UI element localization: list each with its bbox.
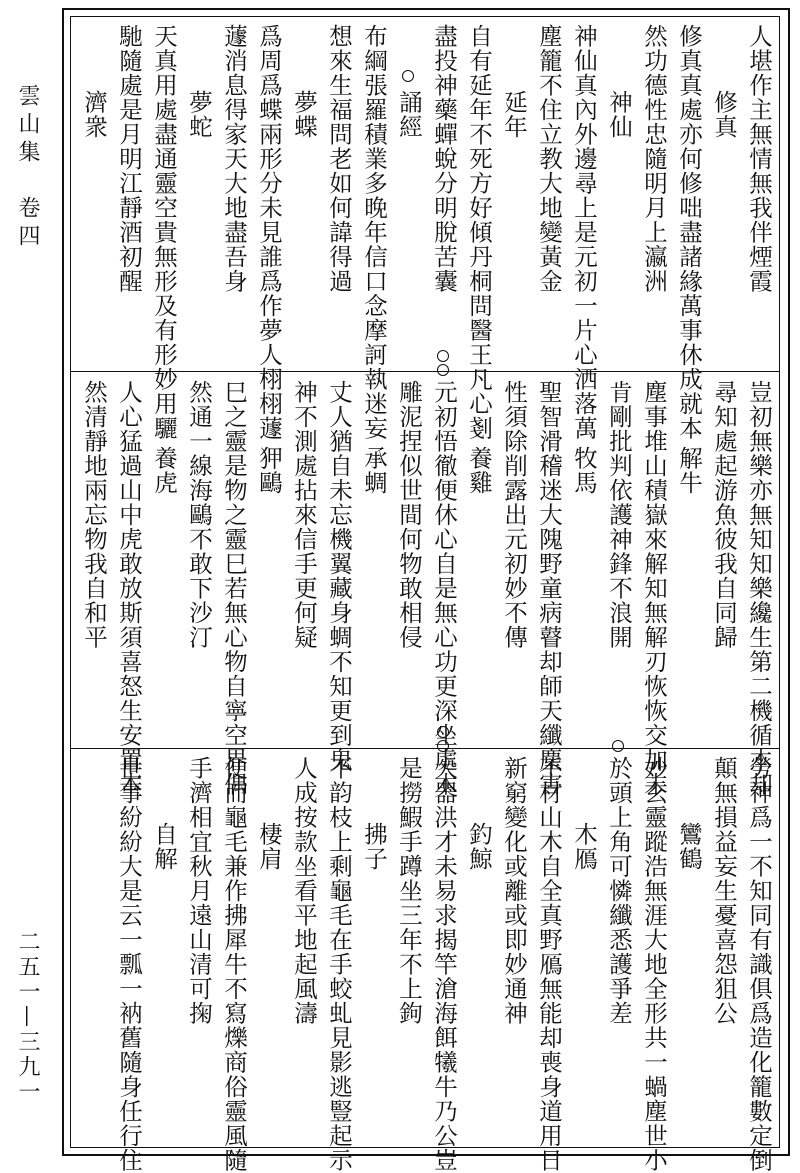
text-column [566,754,601,1144]
text-column [601,378,636,744]
circle-mark [437,364,449,376]
poem-title: 牧馬 [570,446,598,495]
text-column [671,22,706,441]
text-column [181,378,216,744]
poem-title: 木鴈 [570,822,598,871]
poem-line: 爲周爲蝶兩形分未見誰爲作夢人栩栩蘧 [255,24,283,441]
poem-title: 夢蝶 [290,90,318,139]
poem-line: 不韵枝上剩龜毛在手蛟虬見影逃豎起示 [325,756,353,1173]
text-column [741,754,776,1173]
poem-line: 聖智滑稽迷大隗野童病瞽却師天纖塵害 [535,380,563,797]
poem-line: 手濟相宜秋月遠山清可掬 [185,756,213,1026]
circle-mark [437,740,449,752]
band-divider-lower [70,748,780,749]
poem-line: 想來生福問老如何諱得過 [325,24,353,294]
poem-line: 於頭上角可憐纖悉護爭差 [605,756,633,1026]
text-column [251,754,286,1144]
poem-title: 養虎 [150,446,178,495]
poem-line: 雕泥捏似世間何物敢相侵 [395,380,423,650]
text-column [391,22,426,368]
poem-title: 夢蛇 [185,90,213,139]
poem-line: 自有延年不死方好傾丹桐問醫王凡心剗 [465,24,493,441]
text-column [531,22,566,368]
text-column [181,22,216,368]
text-column [566,378,601,744]
text-column [636,378,671,797]
text-column [286,378,321,744]
poem-title: 修真 [710,90,738,139]
text-column [426,378,461,797]
text-column [636,754,671,1173]
text-column [706,378,741,744]
poem-line: 丈人猶自未忘機翼藏身蜩不知更到鬼 [325,380,353,772]
poem-title: 釣鯨 [465,822,493,871]
text-column [391,378,426,744]
poem-line: 神不測處拈來信手更何疑 [290,380,318,650]
poem-line: 元初悟徹便休心自是無心功更深坐處木 [430,380,458,797]
text-column [601,22,636,368]
margin-book-title: 雲山集 卷四 [15,84,40,252]
text-column [461,378,496,744]
text-column [706,22,741,368]
poem-line: 馳隨處是月明江靜酒初醒 [115,24,143,294]
text-column [146,378,181,744]
poem-line: 布綱張羅積業多晚年信口念摩訶執迷妄 [360,24,388,441]
text-column [321,378,356,772]
text-column [461,22,496,441]
text-column [566,22,601,441]
poem-line: 妙玄靈蹤浩無涯大地全形共一蝸塵世小 [640,756,668,1173]
text-column [321,754,356,1173]
text-column [391,754,426,1144]
poem-line: 塵籠不住立教大地變黃金 [535,24,563,294]
text-column [111,754,146,1173]
poem-title: 解牛 [675,446,703,495]
poem-line: 塵事堆山積嶽來解知無解刃恢恢交加末 [640,380,668,797]
text-column [426,754,461,1173]
text-column [496,378,531,744]
poem-line: 是撈鰕手蹲坐三年不上鉤 [395,756,423,1026]
text-column [76,378,111,744]
poem-line: 豈初無樂亦無知知樂纔生第二機循本却 [745,380,773,797]
poem-title: 承蜩 [360,446,388,495]
text-column [496,754,531,1144]
poem-line: 然清靜地兩忘物我自和平 [80,380,108,650]
circle-mark [437,350,449,362]
poem-line: 顛無損益妄生憂喜怨狙公 [710,756,738,1026]
poem-line: 天真用處盡通靈空貴無形及有形妙用驪 [150,24,178,441]
poem-title: 自解 [150,822,178,871]
poem-title: 鸞鶴 [675,822,703,871]
text-column [146,754,181,1144]
text-column [216,378,251,797]
poem-line: 然通一線海鷗不敢下沙汀 [185,380,213,650]
text-column [216,754,251,1173]
poem-line: 肯剛批判依護神鋒不浪開 [605,380,633,650]
poem-line: 神仙真內外邊尋上是元初一片心洒落萬 [570,24,598,441]
upper-text-band [76,22,776,441]
text-column [531,378,566,797]
text-column [706,754,741,1144]
poem-title: 神仙 [605,90,633,139]
poem-line: 修真真處亦何修咄盡諸緣萬事休成就本 [675,24,703,441]
text-column [671,378,706,744]
text-column [636,22,671,368]
margin-page-number: 二五一—三九一 [15,930,40,1105]
poem-title: 狎鷗 [255,446,283,495]
poem-title: 延年 [500,90,528,139]
poem-line: 勞神爲一不知同有識俱爲造化籠數定倒 [745,756,773,1173]
text-column [741,378,776,797]
poem-title: 拂子 [360,822,388,871]
text-column [76,22,111,368]
text-column [671,754,706,1144]
poem-line: 人心猛過山中虎敢放斯須喜怒生安置本 [115,380,143,797]
poem-title: 棲肩 [255,822,283,871]
circle-mark [402,70,414,82]
middle-text-band [76,378,776,797]
text-column [216,22,251,368]
poem-line: 便而龜毛兼作拂犀牛不寫爍商俗靈風隨 [220,756,248,1173]
text-column [146,22,181,441]
lower-text-band [76,754,776,1173]
text-column [321,22,356,368]
text-column [426,22,461,368]
circle-mark [612,740,624,752]
poem-line: 然功德性忠隨明月上瀛洲 [640,24,668,294]
text-column [251,22,286,441]
poem-line: 世事紛紛大是云一瓢一衲舊隨身任行住 [115,756,143,1173]
poem-line: 蘧消息得家天大地盡吾身 [220,24,248,294]
poem-title: 養雞 [465,446,493,495]
text-column [111,22,146,368]
text-column [181,754,216,1144]
text-column [286,754,321,1144]
text-column [531,754,566,1173]
poem-line: 尋知處起游魚彼我自同歸 [710,380,738,650]
poem-title: 誦經 [395,90,423,139]
poem-title: 濟衆 [80,90,108,139]
poem-line: 性須除削露出元初妙不傳 [500,380,528,650]
text-column [741,22,776,368]
text-column [286,22,321,368]
poem-line: 大器洪才未易求揭竿滄海餌犧牛乃公豈 [430,756,458,1173]
circle-mark [437,726,449,738]
poem-line: 巳之靈是物之靈巳若無心物自寧空界偶 [220,380,248,797]
text-column [251,378,286,744]
text-column [601,754,636,1144]
text-column [356,378,391,744]
text-column [496,22,531,368]
poem-line: 新窮變化或離或即妙通神 [500,756,528,1026]
text-column [461,754,496,1144]
text-column [356,754,391,1144]
poem-line: 人堪作主無情無我伴煙霞 [745,24,773,294]
text-column [356,22,391,441]
text-column [111,378,146,797]
poem-line: 盡投神藥蟬蛻分明脫苦囊 [430,24,458,294]
poem-line: 不材山木自全真野鴈無能却喪身道用日 [535,756,563,1173]
poem-line: 人成按款坐看平地起風濤 [290,756,318,1026]
